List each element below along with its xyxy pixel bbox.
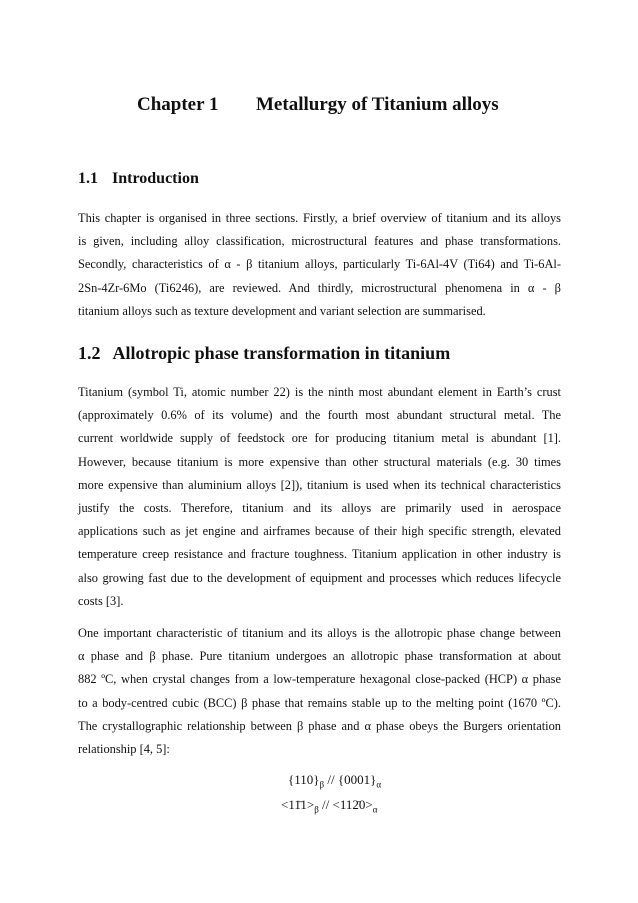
text-line: Titanium (symbol Ti, atomic number 22) is the ninth most abundant element in Earth’s crust (78, 385, 561, 399)
text-line: (approximately 0.6% of its volume) and the fourth most abundant structural metal. The (78, 408, 561, 423)
text-line: titanium alloys such as texture development and variant selection are summarised. (78, 303, 486, 318)
text-line: justify the costs. Therefore, titanium and its alloys are primarily used in aerospace (78, 501, 561, 516)
text-line: is given, including alloy classification, microstructural features and phase transformations. (78, 234, 561, 249)
section-heading-introduction (78, 170, 199, 188)
text-line: costs [3]. (78, 593, 124, 608)
section-number: 1.1 (78, 170, 98, 187)
allotropic-paragraph-2 (78, 622, 561, 761)
text-line: more expensive than aluminium alloys [2]), titanium is used when its technical characteristics (78, 477, 561, 492)
text-line: to a body-centred cubic (BCC) β phase that remains stable up to the melting point (1670 ºC). (78, 695, 561, 710)
text-line: current worldwide supply of feedstock ore for producing titanium metal is abundant [1]. (78, 431, 561, 446)
text-line: The crystallographic relationship between β phase and α phase obeys the Burgers orientation (78, 718, 561, 733)
equation-separator: // (318, 797, 333, 812)
text-line: 882 ºC, when crystal changes from a low-temperature hexagonal close-packed (HCP) α phase (78, 672, 561, 687)
text-line: 2Sn-4Zr-6Mo (Ti6246), are reviewed. And thirdly, microstructural phenomena in α - β (78, 280, 561, 295)
equation-subscript: α (372, 804, 378, 815)
text-line: temperature creep resistance and fracture toughness. Titanium application in other industry is (78, 547, 561, 562)
text-line: applications such as jet engine and airframes because of their high specific strength, elevated (78, 524, 561, 539)
section-heading-allotropic (78, 343, 450, 364)
text-line: However, because titanium is more expensive than other structural materials (e.g. 30 times (78, 454, 561, 469)
equation-alpha-plane: {0001} (337, 772, 377, 787)
equation-separator: // (324, 772, 338, 787)
text-line: α phase and β phase. Pure titanium undergoes an allotropic phase transformation at about (78, 649, 561, 664)
text-line: also growing fast due to the development of equipment and processes which reduces lifecycle (78, 570, 561, 585)
equation-subscript: α (376, 779, 382, 790)
text-line: Secondly, characteristics of α - β titanium alloys, particularly Ti-6Al-4V (Ti64) and Ti-6Al- (78, 257, 561, 272)
equation-beta-direction: <11̄1> (281, 797, 315, 812)
equation-subscript: β (319, 779, 325, 790)
text-line: One important characteristic of titanium and its alloys is the allotropic phase change between (78, 626, 561, 640)
text-line: relationship [4, 5]: (78, 742, 170, 757)
section-title: Allotropic phase transformation in titanium (112, 343, 451, 363)
equation-alpha-direction: <112̄0> (332, 797, 373, 812)
section-number: 1.2 (78, 343, 101, 363)
equation-beta-plane: {110} (288, 772, 320, 787)
equation-subscript: β (314, 804, 319, 815)
chapter-number: Chapter 1 (137, 94, 219, 115)
introduction-paragraph (78, 207, 561, 323)
text-line: This chapter is organised in three sections. Firstly, a brief overview of titanium and its alloys (78, 211, 561, 225)
allotropic-paragraph-1 (78, 381, 561, 613)
section-title: Introduction (112, 170, 199, 187)
chapter-title: Metallurgy of Titanium alloys (256, 94, 499, 115)
